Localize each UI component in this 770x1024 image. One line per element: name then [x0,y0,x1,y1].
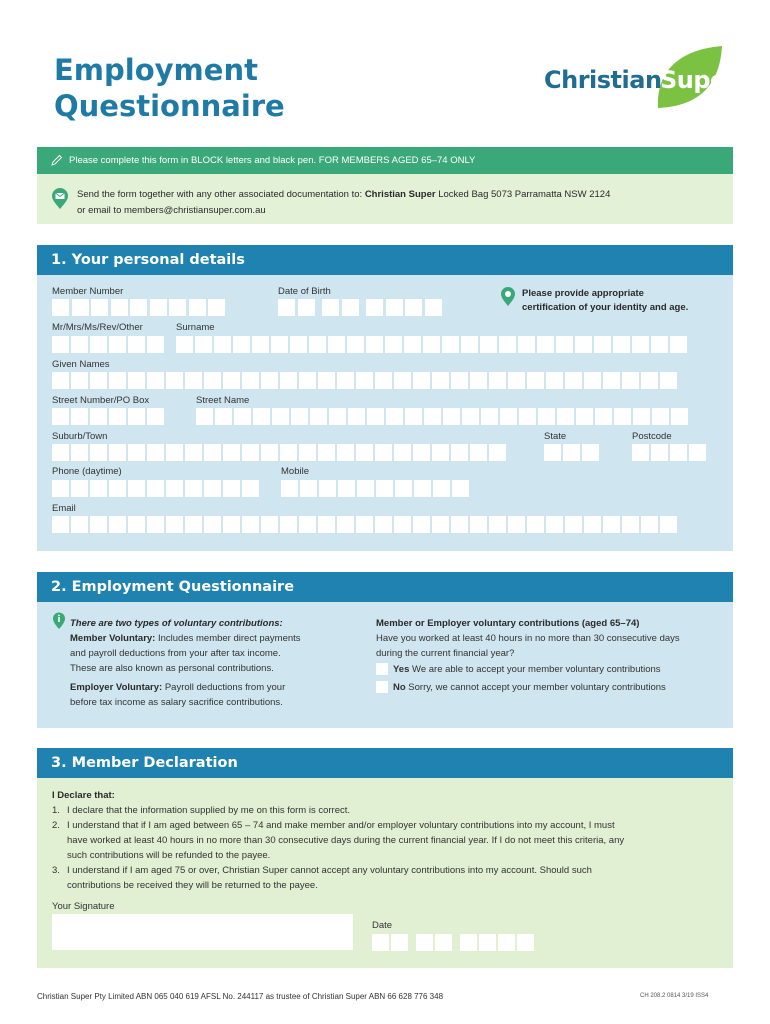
identity-note [522,287,688,315]
postcode-field[interactable] [632,444,708,461]
contribution-intro: There are two types of voluntary contributions: [70,618,283,629]
item-number: 2. [52,820,60,831]
send-org: Christian Super [364,189,436,200]
declaration-list [52,803,722,893]
info-icon [52,612,66,630]
yes-option [393,664,661,675]
surname-field[interactable] [176,336,689,353]
member-voluntary-text-2: and payroll deductions from your after tax income. [70,648,281,659]
member-voluntary-label: Member Voluntary: [70,633,156,644]
mobile-label: Mobile [281,466,309,477]
logo-christian-text: Christian [544,66,662,94]
footer-legal-text: Christian Super Pty Limited ABN 065 040 619 AFSL No. 244117 as trustee of Christian Super ABN 66 628 776 348 [37,992,444,1001]
pencil-icon [51,154,63,166]
yes-checkbox[interactable] [376,663,388,675]
item-number: 1. [52,805,60,816]
section-2-heading [37,572,733,602]
email-field[interactable] [52,516,679,533]
email-label: Email [52,503,76,514]
instruction-text: Please complete this form in BLOCK letters and black pen. FOR MEMBERS AGED 65–74 ONLY [69,155,476,166]
state-field[interactable] [544,444,601,461]
send-address: Locked Bag 5073 Parramatta NSW 2124 [435,189,611,200]
dob-day-field[interactable] [278,299,317,316]
employer-voluntary-text-1: Payroll deductions from your [162,682,286,693]
street-name-label: Street Name [196,395,250,406]
contribution-question [376,616,726,661]
mobile-field[interactable] [281,480,471,497]
title-label: Mr/Mrs/Ms/Rev/Other [52,322,143,333]
item-line: have worked at least 40 hours in no more than 30 consecutive days during the current financial year. If I do not meet this criteria, any [67,835,625,846]
date-month-field[interactable] [416,934,454,951]
phone-label: Phone (daytime) [52,466,122,477]
street-name-field[interactable] [196,408,690,425]
info-pin-icon [500,287,516,307]
contribution-types [70,616,360,710]
state-label: State [544,431,567,442]
page-title [54,52,285,124]
date-day-field[interactable] [372,934,410,951]
title-line-1: Employment [54,53,258,87]
employer-voluntary-label: Employer Voluntary: [70,682,163,693]
declaration-text [52,788,722,893]
declaration-item-2 [52,818,722,863]
given-names-field[interactable] [52,372,679,389]
item-line: I understand that if I am aged between 65 – 74 and make member and/or employer voluntary contributions into my account, I must [67,820,615,831]
send-info-box [37,174,733,224]
employer-voluntary-text-2: before tax income as salary sacrifice contributions. [70,697,283,708]
suburb-field[interactable] [52,444,508,461]
instruction-banner [37,147,733,174]
send-email-line: or email to members@christiansuper.com.au [77,205,266,216]
question-line-1: Have you worked at least 40 hours in no more than 30 consecutive days [376,633,680,644]
item-line: such contributions will be refunded to the payee. [67,850,271,861]
dob-month-field[interactable] [322,299,361,316]
section-3-title: 3. Member Declaration [51,755,238,771]
no-label: No [393,682,406,693]
logo-super-text: Super [660,66,738,94]
suburb-label: Suburb/Town [52,431,108,442]
street-number-field[interactable] [52,408,166,425]
send-info-text [77,187,610,219]
member-number-label: Member Number [52,286,124,297]
no-text: Sorry, we cannot accept your member voluntary contributions [405,682,666,693]
declare-heading: I Declare that: [52,790,115,801]
section-1-title: 1. Your personal details [51,252,245,268]
christian-super-logo [544,46,738,112]
section-1-heading [37,245,733,275]
yes-label: Yes [393,664,410,675]
item-number: 3. [52,865,60,876]
dob-year-field[interactable] [366,299,444,316]
yes-text: We are able to accept your member voluntary contributions [409,664,661,675]
identity-note-line-1: Please provide appropriate [522,288,644,299]
given-names-label: Given Names [52,359,110,370]
title-field[interactable] [52,336,166,353]
no-checkbox[interactable] [376,681,388,693]
date-of-birth-label: Date of Birth [278,286,331,297]
surname-label: Surname [176,322,215,333]
footer-form-code: CH 208.2 0814 3/19 ISS4 [640,993,709,999]
identity-note-line-2: certification of your identity and age. [522,302,689,313]
member-number-field[interactable] [52,299,228,316]
signature-label: Your Signature [52,901,115,912]
title-line-2: Questionnaire [54,89,285,123]
send-prefix: Send the form together with any other associated documentation to: [77,189,365,200]
date-label: Date [372,920,393,931]
section-2-title: 2. Employment Questionnaire [51,579,295,595]
postcode-label: Postcode [632,431,672,442]
question-line-2: during the current financial year? [376,648,515,659]
declaration-item-3 [52,863,722,893]
member-voluntary-text-3: These are also known as personal contributions. [70,663,274,674]
no-option [393,682,666,693]
declaration-item-1 [52,803,722,818]
section-3-heading [37,748,733,778]
item-line: contributions be received they will be returned to the payee. [67,880,318,891]
street-number-label: Street Number/PO Box [52,395,150,406]
mail-pin-icon [51,188,69,210]
signature-field[interactable] [52,914,353,950]
question-heading: Member or Employer voluntary contributions (aged 65–74) [376,618,640,629]
item-line: I declare that the information supplied by me on this form is correct. [67,805,351,816]
item-line: I understand if I am aged 75 or over, Christian Super cannot accept any voluntary contributions into my account. Should such [67,865,592,876]
member-voluntary-text-1: Includes member direct payments [155,633,301,644]
phone-field[interactable] [52,480,261,497]
date-year-field[interactable] [460,934,536,951]
